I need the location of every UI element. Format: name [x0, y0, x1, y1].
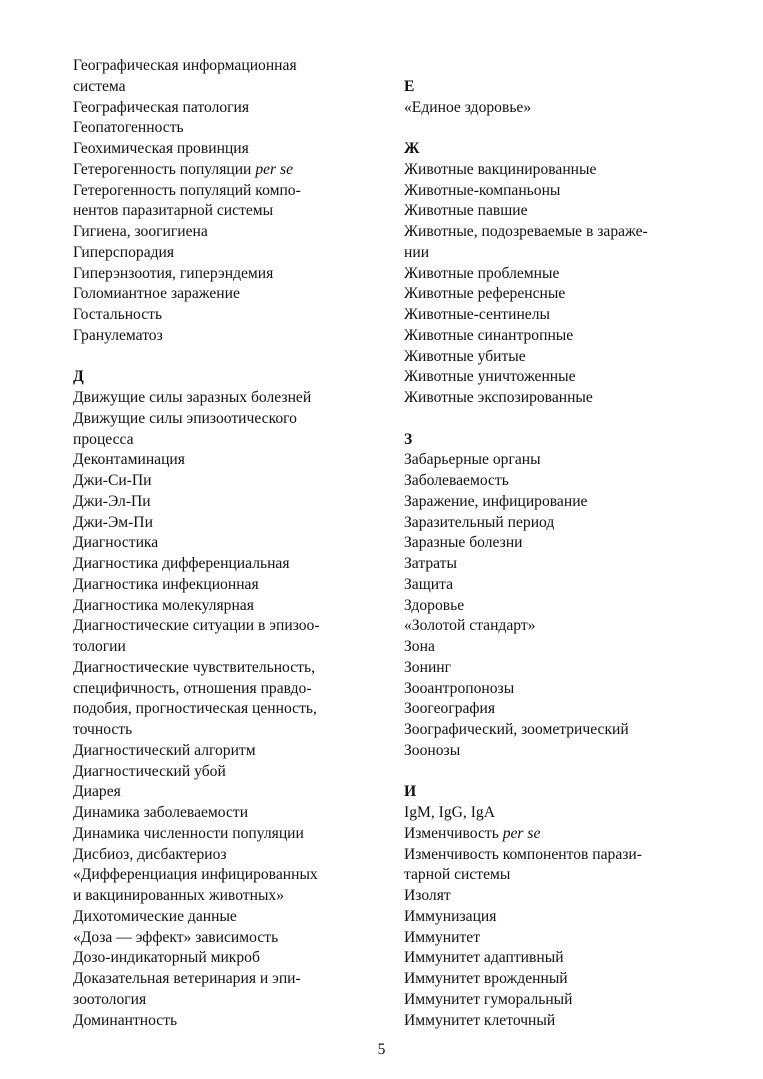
term-line: Защита	[404, 575, 454, 593]
term-line: Доказательная ветеринария и эпи-	[73, 970, 301, 987]
term-line: Зоографический, зоометрический	[404, 721, 629, 738]
term-line: Дихотомические данные	[73, 907, 237, 925]
term-line: Зонинг	[404, 658, 452, 676]
index-term	[73, 160, 373, 181]
term-line: Гетерогенность популяций компо-	[73, 181, 301, 199]
index-term	[404, 886, 704, 907]
term-line: нии	[404, 243, 430, 261]
term-line: Зоонозы	[404, 741, 461, 759]
term-line: Гиперэнзоотия, гиперэндемия	[73, 264, 274, 282]
section-gap	[404, 762, 704, 783]
term-line: Зона	[404, 638, 435, 655]
index-term	[73, 471, 373, 492]
term-line: Гиперспорадия	[73, 243, 175, 261]
term-line: Дисбиоз, дисбактериоз	[73, 845, 227, 863]
index-term	[404, 347, 704, 368]
index-term	[404, 181, 704, 202]
term-line: Животные проблемные	[404, 264, 560, 282]
term-line: Иммунитет врожденный	[404, 970, 568, 987]
term-line: Зооантропонозы	[404, 679, 515, 697]
term-line: Динамика численности популяции	[73, 824, 304, 842]
index-term	[404, 471, 704, 492]
italic-qualifier: per se	[502, 824, 541, 842]
term-line: Заразительный период	[404, 513, 555, 531]
term-line: Животные павшие	[404, 202, 528, 220]
term-line: З	[404, 430, 413, 448]
index-term	[404, 367, 704, 388]
index-term	[404, 616, 704, 637]
index-term	[404, 1011, 704, 1032]
index-term	[404, 990, 704, 1011]
index-term	[73, 181, 373, 223]
index-term	[404, 554, 704, 575]
term-line: Животные экспозированные	[404, 389, 593, 406]
term-line: Джи-Эл-Пи	[73, 492, 151, 510]
term-line: Затраты	[404, 555, 457, 572]
term-line: Иммунитет клеточный	[404, 1011, 556, 1029]
term-line: Диагностика	[73, 534, 159, 552]
term-line: специфичность, отношения правдо-	[73, 679, 312, 697]
index-term	[73, 305, 373, 326]
term-line: Динамика заболеваемости	[73, 804, 249, 821]
index-term	[404, 699, 704, 720]
term-line: Гостальность	[73, 306, 163, 323]
index-term	[404, 596, 704, 617]
index-term	[73, 658, 373, 741]
term-line: Геохимическая провинция	[73, 140, 249, 157]
index-term	[73, 741, 373, 762]
term-line: Животные убитые	[404, 347, 526, 365]
term-line: Гигиена, зоогигиена	[73, 223, 208, 240]
index-term	[73, 139, 373, 160]
section-letter	[404, 139, 704, 160]
term-line: Гетерогенность популяции per se	[73, 160, 293, 178]
section-gap	[404, 409, 704, 430]
index-term	[73, 492, 373, 513]
index-term	[404, 284, 704, 305]
term-line: Гранулематоз	[73, 326, 163, 344]
index-term	[73, 264, 373, 285]
section-gap	[404, 56, 704, 77]
index-term	[404, 679, 704, 700]
term-line: Животные вакцинированные	[404, 160, 597, 178]
index-term	[404, 513, 704, 534]
index-term	[404, 160, 704, 181]
term-line: точность	[73, 721, 133, 738]
term-line: Изолят	[404, 887, 451, 904]
index-term	[404, 264, 704, 285]
term-line: Д	[73, 368, 84, 386]
term-line: Голомиантное заражение	[73, 285, 240, 303]
page-number: 5	[377, 1041, 386, 1058]
index-term	[73, 907, 373, 928]
index-term	[73, 388, 373, 409]
index-term	[73, 845, 373, 866]
section-gap	[73, 347, 373, 368]
term-line: тарной системы	[404, 866, 511, 884]
term-line: Диагностика молекулярная	[73, 596, 254, 614]
index-term	[404, 305, 704, 326]
term-line: Заболеваемость	[404, 472, 509, 489]
term-line: Диагностический алгоритм	[73, 741, 256, 759]
section-letter	[404, 77, 704, 98]
index-term	[404, 928, 704, 949]
term-line: Здоровье	[404, 596, 465, 614]
section-letter	[404, 430, 704, 451]
index-term	[73, 824, 373, 845]
term-line: Диагностика инфекционная	[73, 575, 259, 593]
index-term	[404, 492, 704, 513]
index-term	[73, 948, 373, 969]
term-line: Изменчивость per se	[404, 824, 541, 842]
index-term	[73, 554, 373, 575]
index-term	[73, 533, 373, 554]
index-term	[404, 637, 704, 658]
index-term	[404, 824, 704, 845]
index-term	[73, 1011, 373, 1032]
term-line: процесса	[73, 430, 134, 448]
term-line: Движущие силы заразных болезней	[73, 389, 312, 406]
index-term	[73, 56, 373, 98]
index-term	[73, 98, 373, 119]
index-column-right	[404, 56, 704, 1031]
index-term	[404, 222, 704, 264]
term-line: Джи-Си-Пи	[73, 472, 152, 489]
term-line: Иммунитет	[404, 928, 481, 946]
term-line: И	[404, 783, 417, 801]
index-term	[73, 118, 373, 139]
index-term	[73, 450, 373, 471]
term-line: Географическая патология	[73, 98, 250, 116]
term-line: Е	[404, 77, 415, 95]
term-line: система	[73, 77, 126, 95]
index-term	[404, 533, 704, 554]
index-term	[404, 803, 704, 824]
term-line: Диагностика дифференциальная	[73, 555, 290, 572]
term-line: Иммунитет адаптивный	[404, 949, 564, 967]
term-line: и вакцинированных животных»	[73, 887, 285, 904]
index-term	[404, 98, 704, 119]
index-term	[404, 948, 704, 969]
term-line: Животные синантропные	[404, 326, 574, 344]
index-term	[73, 969, 373, 1011]
section-letter	[404, 782, 704, 803]
term-line: тологии	[73, 638, 126, 655]
term-line: Иммунизация	[404, 907, 497, 925]
term-line: подобия, прогностическая ценность,	[73, 700, 317, 718]
index-term	[404, 741, 704, 762]
index-term	[73, 243, 373, 264]
term-line: «Дифференциация инфицированных	[73, 866, 318, 884]
index-term	[73, 803, 373, 824]
term-line: зоотология	[73, 990, 147, 1008]
term-line: Животные-компаньоны	[404, 181, 561, 199]
term-line: Диагностический убой	[73, 762, 226, 780]
index-term	[404, 845, 704, 887]
index-term	[73, 616, 373, 658]
term-line: Животные, подозреваемые в зараже-	[404, 223, 648, 240]
index-term	[73, 513, 373, 534]
term-line: Животные уничтоженные	[404, 368, 576, 386]
index-term	[404, 969, 704, 990]
term-line: «Единое здоровье»	[404, 98, 532, 116]
term-line: Иммунитет гуморальный	[404, 990, 573, 1008]
term-line: Диарея	[73, 783, 121, 801]
index-term	[73, 284, 373, 305]
index-term	[73, 222, 373, 243]
term-line: Зоогеография	[404, 700, 496, 718]
term-line: Заражение, инфицирование	[404, 492, 588, 510]
index-term	[404, 201, 704, 222]
index-term	[73, 762, 373, 783]
term-line: нентов паразитарной системы	[73, 202, 274, 220]
term-line: Джи-Эм-Пи	[73, 513, 153, 531]
index-term	[73, 865, 373, 907]
term-line: Заразные болезни	[404, 534, 523, 552]
index-term	[73, 782, 373, 803]
index-term	[73, 575, 373, 596]
term-line: Доминантность	[73, 1011, 178, 1029]
index-term	[404, 450, 704, 471]
index-term	[73, 596, 373, 617]
term-line: Животные референсные	[404, 285, 566, 303]
index-term	[73, 928, 373, 949]
term-line: Движущие силы эпизоотического	[73, 409, 297, 427]
index-term	[73, 409, 373, 451]
italic-qualifier: per se	[255, 160, 293, 178]
term-line: Геопатогенность	[73, 119, 184, 137]
index-term	[404, 907, 704, 928]
index-term	[404, 326, 704, 347]
term-line: Изменчивость компонентов парази-	[404, 845, 642, 863]
section-gap	[404, 118, 704, 139]
term-line: Диагностические чувствительность,	[73, 658, 315, 676]
term-line: IgM, IgG, IgA	[404, 804, 495, 821]
term-line: Географическая информационная	[73, 57, 297, 74]
index-term	[404, 575, 704, 596]
index-term	[404, 658, 704, 679]
index-term	[73, 326, 373, 347]
term-line: Дозо-индикаторный микроб	[73, 949, 260, 967]
section-letter	[73, 367, 373, 388]
term-line: Забарьерные органы	[404, 451, 541, 469]
index-column-left	[73, 56, 373, 1031]
term-line: Животные-сентинелы	[404, 306, 550, 323]
term-line: Диагностические ситуации в эпизоо-	[73, 617, 320, 635]
term-line: «Доза — эффект» зависимость	[73, 928, 279, 946]
term-line: Деконтаминация	[73, 451, 185, 469]
index-term	[404, 720, 704, 741]
term-line: «Золотой стандарт»	[404, 617, 536, 635]
term-line: Ж	[404, 140, 420, 157]
index-term	[404, 388, 704, 409]
